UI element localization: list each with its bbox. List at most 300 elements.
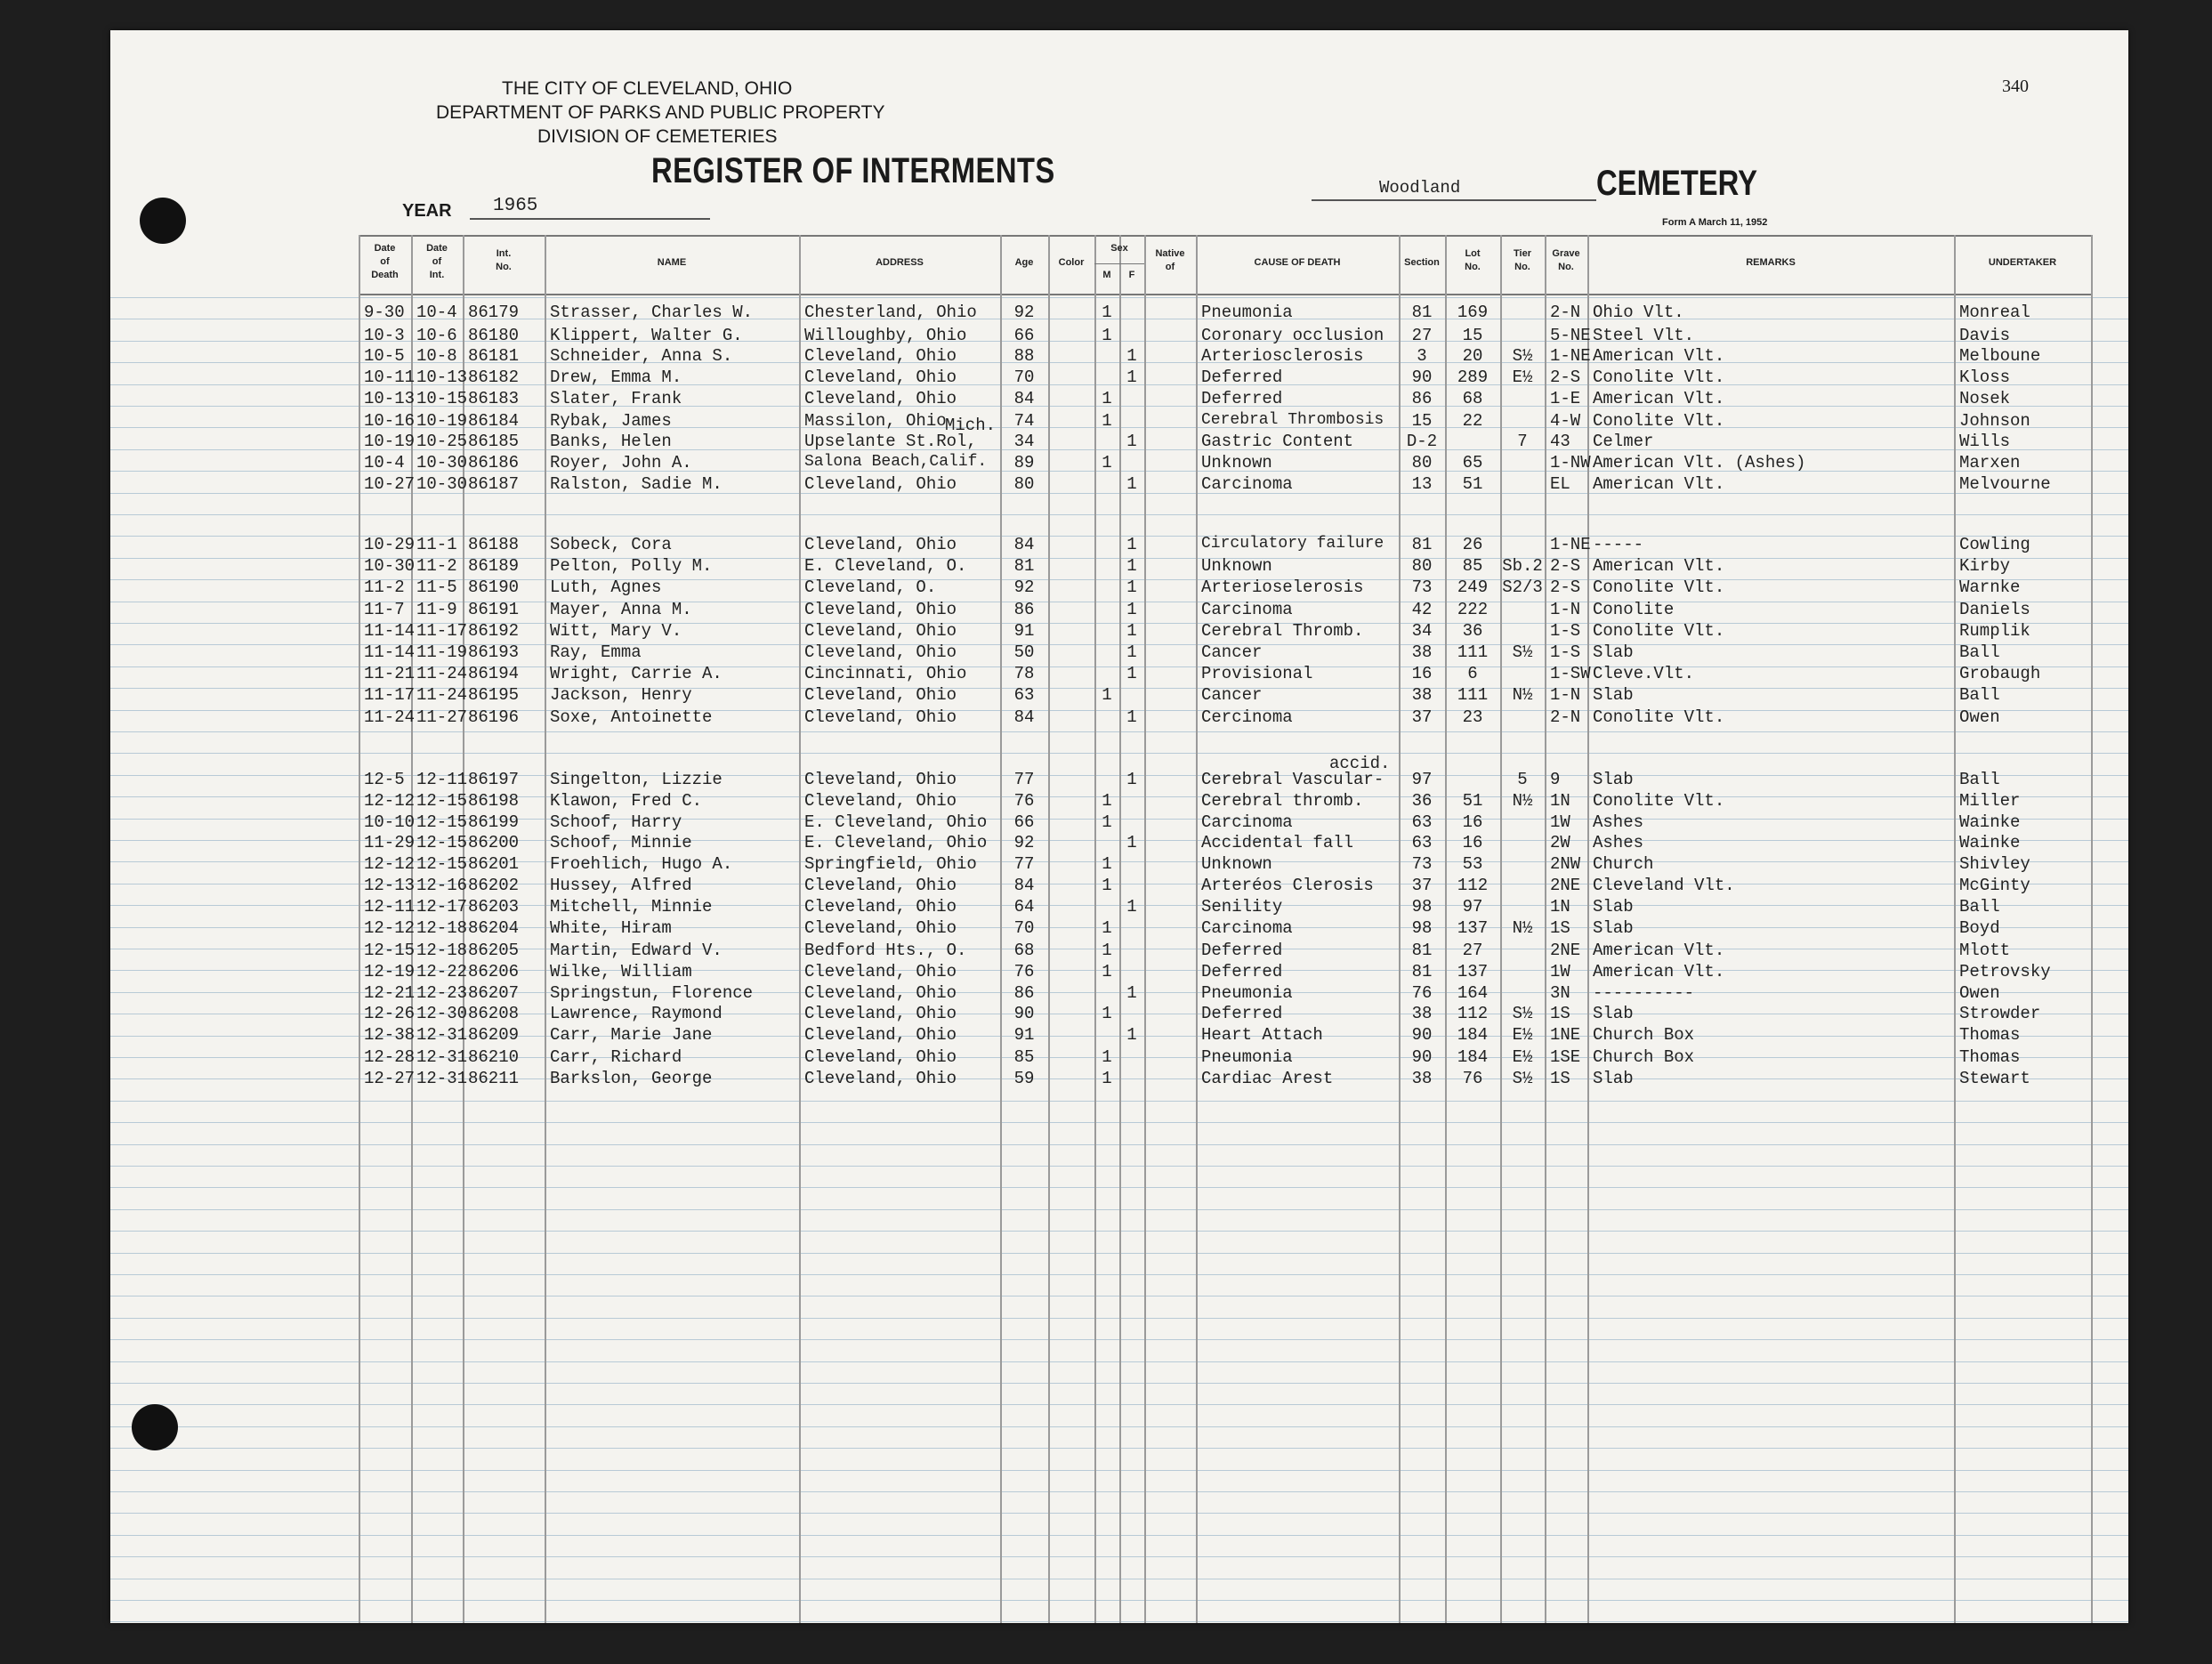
cell-no: 86201 — [468, 854, 520, 874]
cell-no: 86202 — [468, 876, 520, 895]
cell-no: 86191 — [468, 600, 520, 619]
cell-m: 1 — [1102, 389, 1112, 408]
cell-und: Petrovsky — [1959, 962, 2051, 981]
cell-name: Froehlich, Hugo A. — [550, 854, 733, 874]
cell-dd: 10-5 — [364, 346, 405, 366]
cell-di: 12-31 — [416, 1069, 468, 1088]
cell-no: 86188 — [468, 535, 520, 554]
cell-addr: Massilon, Ohio — [804, 411, 947, 431]
cell-dd: 12-12 — [364, 791, 416, 811]
cell-cause: Heart Attach — [1201, 1025, 1323, 1045]
cell-dd: 10-29 — [364, 535, 416, 554]
cell-rem: Conolite Vlt. — [1593, 621, 1725, 641]
cell-di: 12-15 — [416, 791, 468, 811]
cell-di: 10-6 — [416, 326, 457, 345]
cell-age: 84 — [1013, 389, 1035, 408]
cell-dd: 11-2 — [364, 578, 405, 597]
cell-no: 86204 — [468, 918, 520, 938]
cell-tier: 5 — [1517, 770, 1528, 789]
column-header-f: F — [1128, 270, 1135, 280]
cell-und: Wainke — [1959, 833, 2021, 852]
cell-lot: 97 — [1462, 897, 1483, 917]
cell-und: Kirby — [1959, 556, 2011, 576]
cell-name: Mitchell, Minnie — [550, 897, 713, 917]
cell-name: Klippert, Walter G. — [550, 326, 743, 345]
cell-lot: 85 — [1462, 556, 1483, 576]
cell-no: 86196 — [468, 707, 520, 727]
cell-name: Lawrence, Raymond — [550, 1004, 723, 1023]
cell-grave: 1W — [1550, 962, 1570, 981]
cell-und: Thomas — [1959, 1047, 2021, 1067]
column-header-m: M — [1102, 270, 1111, 280]
cell-und: Ball — [1959, 685, 2000, 705]
cell-no: 86200 — [468, 833, 520, 852]
cell-addr: Upselante St.Rol, — [804, 432, 977, 451]
cell-no: 86181 — [468, 346, 520, 366]
cell-grave: 1-S — [1550, 642, 1581, 662]
cell-dd: 12-28 — [364, 1047, 416, 1067]
cell-tier: N½ — [1512, 791, 1533, 811]
cell-dd: 10-10 — [364, 812, 416, 832]
cell-sec: 90 — [1411, 1025, 1433, 1045]
cell-cause: Deferred — [1201, 389, 1283, 408]
cell-lot: 36 — [1462, 621, 1483, 641]
cell-cause: Cercinoma — [1201, 707, 1293, 727]
cell-dd: 12-11 — [364, 897, 416, 917]
cell-di: 11-24 — [416, 664, 468, 683]
cell-age: 59 — [1013, 1069, 1035, 1088]
cell-no: 86186 — [468, 453, 520, 473]
cell-tier: N½ — [1512, 685, 1533, 705]
cell-m: 1 — [1102, 453, 1112, 473]
column-header-age: Age — [1014, 257, 1034, 268]
column-divider — [1196, 235, 1198, 1623]
cell-f: 1 — [1126, 983, 1137, 1003]
cell-name: Wilke, William — [550, 962, 692, 981]
cell-rem: American Vlt. — [1593, 556, 1725, 576]
cell-name: Jackson, Henry — [550, 685, 692, 705]
cell-rem: Slab — [1593, 642, 1634, 662]
cell-age: 76 — [1013, 962, 1035, 981]
column-divider — [1144, 235, 1146, 1623]
cell-lot: 76 — [1462, 1069, 1483, 1088]
cell-age: 89 — [1013, 453, 1035, 473]
cell-age: 84 — [1013, 535, 1035, 554]
cell-cause: Unknown — [1201, 556, 1272, 576]
cell-m: 1 — [1102, 1004, 1112, 1023]
cell-sec: 38 — [1411, 642, 1433, 662]
cell-cause: Carcinoma — [1201, 918, 1293, 938]
cell-rem: Ashes — [1593, 812, 1644, 832]
column-header-date-int: Date of Int. — [426, 243, 448, 280]
column-header-lot: Lot No. — [1465, 248, 1481, 272]
cell-sec: 81 — [1411, 962, 1433, 981]
cell-cause: Coronary occlusion — [1201, 326, 1385, 345]
cell-und: Grobaugh — [1959, 664, 2041, 683]
cell-rem: Church Box — [1593, 1025, 1695, 1045]
cell-dd: 10-3 — [364, 326, 405, 345]
cell-cause: Deferred — [1201, 1004, 1283, 1023]
cell-age: 91 — [1013, 1025, 1035, 1045]
column-header-date-death: Date of Death — [371, 243, 399, 280]
cell-lot: 169 — [1457, 303, 1489, 322]
column-header-native: Native of — [1155, 248, 1185, 272]
cell-tier: S½ — [1512, 1004, 1533, 1023]
cell-und: Wainke — [1959, 812, 2021, 832]
cell-addr: Cleveland, Ohio — [804, 1025, 957, 1045]
cell-age: 84 — [1013, 707, 1035, 727]
cell-cause: Deferred — [1201, 941, 1283, 960]
cell-cause: Pneumonia — [1201, 303, 1293, 322]
cell-m: 1 — [1102, 1069, 1112, 1088]
cell-f: 1 — [1126, 897, 1137, 917]
cell-m: 1 — [1102, 685, 1112, 705]
cell-cause: Arteréos Clerosis — [1201, 876, 1374, 895]
cell-age: 63 — [1013, 685, 1035, 705]
cell-sec: 63 — [1411, 833, 1433, 852]
cell-addr: Cleveland, Ohio — [804, 621, 957, 641]
cell-grave: 1-NW — [1550, 453, 1591, 473]
cell-dd: 12-38 — [364, 1025, 416, 1045]
cell-und: Daniels — [1959, 600, 2030, 619]
cell-grave: 2-S — [1550, 578, 1581, 597]
cemetery-name: Woodland — [1379, 178, 1461, 198]
cell-no: 86199 — [468, 812, 520, 832]
city-heading: THE CITY OF CLEVELAND, OHIO — [502, 78, 793, 99]
cell-und: Stewart — [1959, 1069, 2030, 1088]
cell-rem: Conolite Vlt. — [1593, 707, 1725, 727]
cell-rem: American Vlt. — [1593, 389, 1725, 408]
cell-di: 11-19 — [416, 642, 468, 662]
cell-addr: Cleveland, Ohio — [804, 791, 957, 811]
year-underline — [470, 218, 710, 220]
cell-dd: 11-21 — [364, 664, 416, 683]
cell-sec: 37 — [1411, 876, 1433, 895]
cell-no: 86182 — [468, 368, 520, 387]
cell-grave: 43 — [1550, 432, 1570, 451]
cell-rem: Slab — [1593, 770, 1634, 789]
cell-und: Mlott — [1959, 941, 2011, 960]
cell-f: 1 — [1126, 600, 1137, 619]
cell-age: 86 — [1013, 983, 1035, 1003]
cell-name: Pelton, Polly M. — [550, 556, 713, 576]
cell-cause: Carcinoma — [1201, 474, 1293, 494]
cell-lot: 51 — [1462, 474, 1483, 494]
cell-addr: Cleveland, Ohio — [804, 897, 957, 917]
year-value: 1965 — [493, 196, 538, 216]
cell-dd: 11-14 — [364, 642, 416, 662]
cell-no: 86209 — [468, 1025, 520, 1045]
cell-f: 1 — [1126, 578, 1137, 597]
cell-name: Luth, Agnes — [550, 578, 662, 597]
cell-addr: Willoughby, Ohio — [804, 326, 967, 345]
cell-grave: 2W — [1550, 833, 1570, 852]
cell-cause: Senility — [1201, 897, 1283, 917]
cell-lot: 68 — [1462, 389, 1483, 408]
cell-rem: Slab — [1593, 918, 1634, 938]
column-header-section: Section — [1404, 257, 1440, 268]
cell-di: 11-9 — [416, 600, 457, 619]
cell-f: 1 — [1126, 707, 1137, 727]
binder-hole-bottom — [132, 1404, 178, 1450]
cell-name: Rybak, James — [550, 411, 672, 431]
cell-cause: Unknown — [1201, 854, 1272, 874]
cell-di: 10-8 — [416, 346, 457, 366]
cell-dd: 11-29 — [364, 833, 416, 852]
cell-cause: Accidental fall — [1201, 833, 1354, 852]
cell-name: Soxe, Antoinette — [550, 707, 713, 727]
cell-tier: 7 — [1517, 432, 1528, 451]
cell-dd: 10-13 — [364, 389, 416, 408]
cell-name: Drew, Emma M. — [550, 368, 682, 387]
cell-lot: 27 — [1462, 941, 1483, 960]
cell-sec: 90 — [1411, 368, 1433, 387]
cell-rem: American Vlt. — [1593, 962, 1725, 981]
cell-age: 85 — [1013, 1047, 1035, 1067]
cell-grave: 2NE — [1550, 876, 1581, 895]
cell-sec: 38 — [1411, 1069, 1433, 1088]
cell-dd: 11-24 — [364, 707, 416, 727]
cell-tier: Sb.2 — [1502, 556, 1543, 576]
cell-age: 76 — [1013, 791, 1035, 811]
cell-age: 34 — [1013, 432, 1035, 451]
cell-addr: E. Cleveland, Ohio — [804, 833, 988, 852]
cell-di: 11-1 — [416, 535, 457, 554]
cell-no: 86206 — [468, 962, 520, 981]
cell-cause: Carcinoma — [1201, 600, 1293, 619]
cell-no: 86180 — [468, 326, 520, 345]
column-divider — [1587, 235, 1589, 1623]
cell-addr: Cincinnati, Ohio — [804, 664, 967, 683]
cell-grave: EL — [1550, 474, 1570, 494]
cell-dd: 10-4 — [364, 453, 405, 473]
cell-m: 1 — [1102, 962, 1112, 981]
cell-sec: D-2 — [1406, 432, 1438, 451]
cell-name: Ray, Emma — [550, 642, 642, 662]
cell-tier: E½ — [1512, 368, 1533, 387]
cell-no: 86208 — [468, 1004, 520, 1023]
cell-f: 1 — [1126, 621, 1137, 641]
cell-tier: S2/3 — [1502, 578, 1543, 597]
cell-age: 90 — [1013, 1004, 1035, 1023]
cell-rem: Conolite Vlt. — [1593, 578, 1725, 597]
column-header-grave: Grave No. — [1552, 248, 1580, 272]
cell-age: 92 — [1013, 578, 1035, 597]
cell-cause: Cerebral Vascular- — [1201, 770, 1385, 789]
cell-di: 10-4 — [416, 303, 457, 322]
cell-name: Barkslon, George — [550, 1069, 713, 1088]
cell-dd: 10-11 — [364, 368, 416, 387]
cell-cause: Cerebral Thromb. — [1201, 621, 1364, 641]
cell-lot: 111 — [1457, 685, 1489, 705]
cell-cause: Cerebral Thrombosis — [1201, 411, 1385, 429]
cell-dd: 10-16 — [364, 411, 416, 431]
cell-rem: Slab — [1593, 897, 1634, 917]
cell-di: 12-18 — [416, 918, 468, 938]
cell-no: 86190 — [468, 578, 520, 597]
cell-no: 86197 — [468, 770, 520, 789]
cell-und: Cowling — [1959, 535, 2030, 554]
cell-di: 10-30 — [416, 453, 468, 473]
cell-grave: 2-S — [1550, 368, 1581, 387]
cell-und: Wills — [1959, 432, 2011, 451]
cell-f: 1 — [1126, 642, 1137, 662]
cell-age: 81 — [1013, 556, 1035, 576]
cell-grave: 5-NE — [1550, 326, 1591, 345]
cell-name: Sobeck, Cora — [550, 535, 672, 554]
column-header-remarks: REMARKS — [1746, 257, 1796, 268]
cell-rem: American Vlt. — [1593, 941, 1725, 960]
cell-rem: American Vlt. — [1593, 346, 1725, 366]
header-divider — [359, 294, 2091, 295]
cell-cause: Pneumonia — [1201, 1047, 1293, 1067]
cell-grave: 1-N — [1550, 600, 1581, 619]
cell-di: 12-31 — [416, 1047, 468, 1067]
cell-sec: 80 — [1411, 556, 1433, 576]
cell-dd: 12-12 — [364, 918, 416, 938]
cell-no: 86189 — [468, 556, 520, 576]
cell-grave: 1N — [1550, 791, 1570, 811]
cell-cause: Cancer — [1201, 685, 1263, 705]
cell-no: 86211 — [468, 1069, 520, 1088]
column-divider — [359, 235, 360, 1623]
cell-f: 1 — [1126, 1025, 1137, 1045]
cell-name: Banks, Helen — [550, 432, 672, 451]
cell-addr: Cleveland, Ohio — [804, 389, 957, 408]
cell-sec: 42 — [1411, 600, 1433, 619]
cell-dd: 12-21 — [364, 983, 416, 1003]
cell-cause: Carcinoma — [1201, 812, 1293, 832]
cell-sec: 34 — [1411, 621, 1433, 641]
cell-age: 70 — [1013, 918, 1035, 938]
cell-di: 11-17 — [416, 621, 468, 641]
cell-rem: Slab — [1593, 1069, 1634, 1088]
cell-dd: 12-27 — [364, 1069, 416, 1088]
cell-sec: 16 — [1411, 664, 1433, 683]
cell-addr: Cleveland, Ohio — [804, 685, 957, 705]
cell-m: 1 — [1102, 303, 1112, 322]
cell-addr: Cleveland, Ohio — [804, 368, 957, 387]
cell-und: Kloss — [1959, 368, 2011, 387]
cell-lot: 249 — [1457, 578, 1489, 597]
column-header-tier: Tier No. — [1514, 248, 1531, 272]
cell-lot: 289 — [1457, 368, 1489, 387]
cell-grave: 2-S — [1550, 556, 1581, 576]
cell-di: 11-2 — [416, 556, 457, 576]
cell-lot: 137 — [1457, 962, 1489, 981]
cell-dd: 9-30 — [364, 303, 405, 322]
cell-addr: E. Cleveland, Ohio — [804, 812, 988, 832]
cell-age: 92 — [1013, 833, 1035, 852]
cell-name: Witt, Mary V. — [550, 621, 682, 641]
cell-no: 86205 — [468, 941, 520, 960]
column-divider — [1048, 235, 1050, 1623]
cell-lot: 22 — [1462, 411, 1483, 431]
cell-tier: S½ — [1512, 1069, 1533, 1088]
cell-addr: Cleveland, Ohio — [804, 1047, 957, 1067]
cell-tier: E½ — [1512, 1047, 1533, 1067]
cell-addr: Cleveland, Ohio — [804, 918, 957, 938]
cell-name: Ralston, Sadie M. — [550, 474, 723, 494]
cell-m: 1 — [1102, 812, 1112, 832]
cell-tier: E½ — [1512, 1025, 1533, 1045]
cell-cause: Cardiac Arest — [1201, 1069, 1334, 1088]
cell-addr: Cleveland, Ohio — [804, 535, 957, 554]
register-title: REGISTER OF INTERMENTS — [651, 151, 1055, 190]
cell-rem: Cleveland Vlt. — [1593, 876, 1735, 895]
division-heading: DIVISION OF CEMETERIES — [537, 126, 778, 147]
cell-di: 12-16 — [416, 876, 468, 895]
cell-di: 10-30 — [416, 474, 468, 494]
column-header-int-no: Int. No. — [496, 248, 512, 272]
cell-und: Warnke — [1959, 578, 2021, 597]
column-divider — [799, 235, 801, 1623]
cell-lot: 65 — [1462, 453, 1483, 473]
cell-und: Boyd — [1959, 918, 2000, 938]
cell-addr: Cleveland, Ohio — [804, 1069, 957, 1088]
cell-age: 70 — [1013, 368, 1035, 387]
cell-grave: 1S — [1550, 1069, 1570, 1088]
cell-grave: 2NE — [1550, 941, 1581, 960]
cell-rem: Conolite — [1593, 600, 1675, 619]
cell-m: 1 — [1102, 411, 1112, 431]
cell-f: 1 — [1126, 535, 1137, 554]
cell-addr: Cleveland, Ohio — [804, 707, 957, 727]
cell-sec: 86 — [1411, 389, 1433, 408]
cell-sec: 73 — [1411, 578, 1433, 597]
cell-rem: Ohio Vlt. — [1593, 303, 1684, 322]
cell-rem: Church Box — [1593, 1047, 1695, 1067]
cell-dd: 11-7 — [364, 600, 405, 619]
cell-grave: 2-N — [1550, 707, 1581, 727]
cell-und: Thomas — [1959, 1025, 2021, 1045]
cell-grave: 1-NE — [1550, 535, 1591, 554]
cell-name: Martin, Edward V. — [550, 941, 723, 960]
cell-grave: 1NE — [1550, 1025, 1581, 1045]
cell-und: Melboune — [1959, 346, 2041, 366]
cell-cause: Pneumonia — [1201, 983, 1293, 1003]
cell-addr: Cleveland, O. — [804, 578, 937, 597]
cell-age: 77 — [1013, 770, 1035, 789]
cell-sec: 27 — [1411, 326, 1433, 345]
cell-cause: Provisional — [1201, 664, 1313, 683]
cell-age: 66 — [1013, 812, 1035, 832]
cell-und: Miller — [1959, 791, 2021, 811]
cell-lot: 26 — [1462, 535, 1483, 554]
cell-lot: 184 — [1457, 1025, 1489, 1045]
cell-rem: Conolite Vlt. — [1593, 791, 1725, 811]
cell-name: Carr, Marie Jane — [550, 1025, 713, 1045]
cell-name: Hussey, Alfred — [550, 876, 692, 895]
cell-cause: Unknown — [1201, 453, 1272, 473]
cell-rem: Cleve.Vlt. — [1593, 664, 1695, 683]
cell-rem: Church — [1593, 854, 1654, 874]
grid-top-border — [359, 235, 2091, 237]
cell-di: 12-22 — [416, 962, 468, 981]
cell-grave: 1S — [1550, 918, 1570, 938]
cell-di: 10-25 — [416, 432, 468, 451]
cell-sec: 38 — [1411, 1004, 1433, 1023]
cell-lot: 112 — [1457, 1004, 1489, 1023]
cell-und: Monreal — [1959, 303, 2030, 322]
cemetery-underline — [1312, 199, 1596, 201]
cell-di: 12-17 — [416, 897, 468, 917]
cell-grave: 1SE — [1550, 1047, 1581, 1067]
cell-dd: 10-30 — [364, 556, 416, 576]
cause-note: accid. — [1329, 754, 1391, 773]
column-header-cause: CAUSE OF DEATH — [1254, 257, 1341, 268]
cell-cause: Cancer — [1201, 642, 1263, 662]
